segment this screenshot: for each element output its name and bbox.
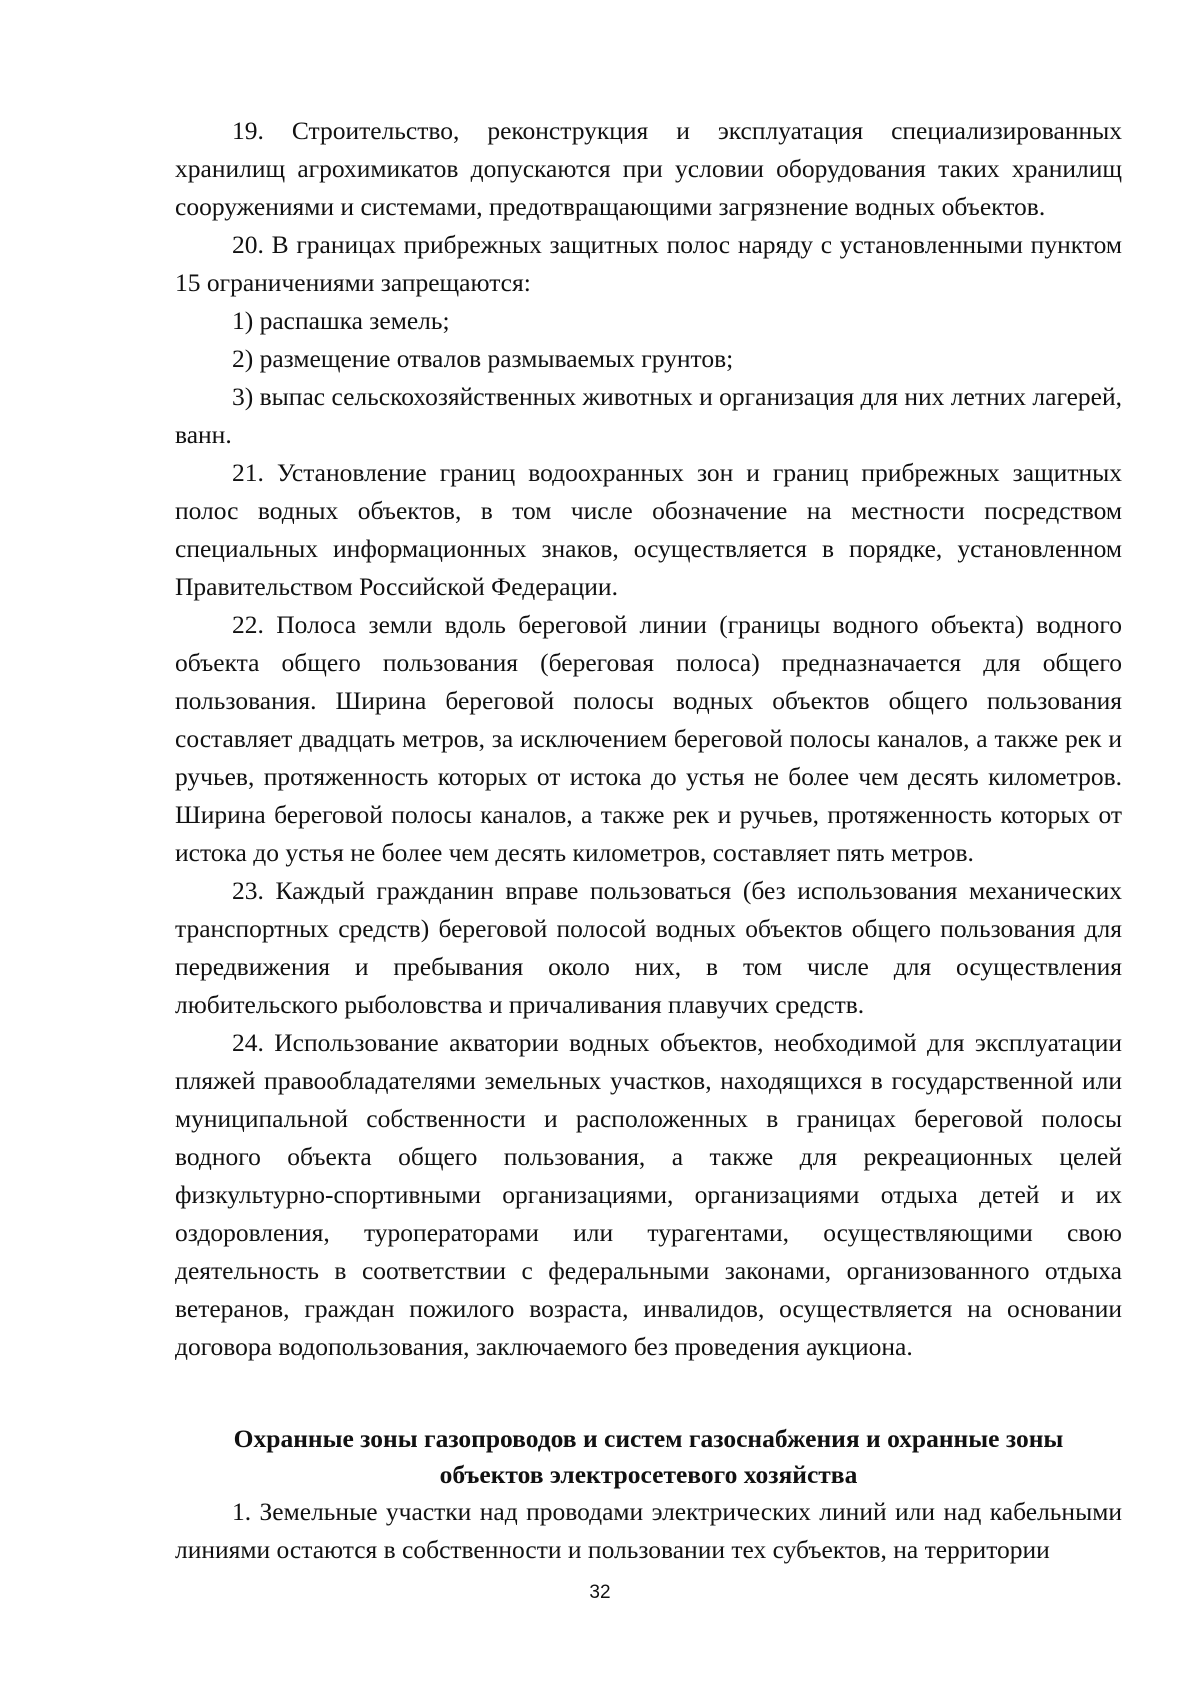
- paragraph-19: 19. Строительство, реконструкция и эксплуатация специализированных хранилищ агрохимикатов допускаются при условии оборудования таких хранилищ сооружениями и системами, предотвращающими загрязнение водных объектов.: [175, 116, 1122, 221]
- page-number: 32: [589, 1582, 611, 1603]
- section-heading: [175, 1421, 1122, 1493]
- paragraph-24: 24. Использование акватории водных объектов, необходимой для эксплуатации пляжей правообладателями земельных участков, находящихся в государственной или муниципальной собственности и расположенных в границах береговой полосы водного объекта общего пользования, а также для рекреационных целей физкультурно-спортивными организациями, организациями отдыха детей и их оздоровления, туроператорами или турагентами, осуществляющими свою деятельность в соответствии с федеральными законами, организованного отдыха ветеранов, граждан пожилого возраста, инвалидов, осуществляется на основании договора водопользования, заключаемого без проведения аукциона.: [175, 1028, 1122, 1361]
- list-item-2: 2) размещение отвалов размываемых грунтов;: [232, 344, 734, 373]
- paragraph-21: 21. Установление границ водоохранных зон и границ прибрежных защитных полос водных объектов, в том числе обозначение на местности посредством специальных информационных знаков, осуществляется в порядке, установленном Правительством Российской Федерации.: [175, 458, 1122, 601]
- section-heading-line-2: объектов электросетевого хозяйства: [439, 1460, 858, 1489]
- paragraph-section-1: 1. Земельные участки над проводами электрических линий или над кабельными линиями остаются в собственности и пользовании тех субъектов, на территории: [175, 1497, 1122, 1564]
- paragraph-20: 20. В границах прибрежных защитных полос наряду с установленными пунктом 15 ограничениями запрещаются:: [175, 230, 1122, 297]
- paragraph-22: 22. Полоса земли вдоль береговой линии (границы водного объекта) водного объекта общего пользования (береговая полоса) предназначается для общего пользования. Ширина береговой полосы водных объектов общего пользования составляет двадцать метров, за исключением береговой полосы каналов, а также рек и ручьев, протяженность которых от истока до устья не более чем десять километров. Ширина береговой полосы каналов, а также рек и ручьев, протяженность которых от истока до устья не более чем десять километров, составляет пять метров.: [175, 610, 1122, 867]
- document-page: [175, 112, 1122, 1569]
- list-item-3: 3) выпас сельскохозяйственных животных и организация для них летних лагерей, ванн.: [175, 382, 1122, 449]
- list-item-1: 1) распашка земель;: [232, 306, 450, 335]
- paragraph-23: 23. Каждый гражданин вправе пользоваться (без использования механических транспортных средств) береговой полосой водных объектов общего пользования для передвижения и пребывания около них, в том числе для осуществления любительского рыболовства и причаливания плавучих средств.: [175, 876, 1122, 1019]
- section-heading-line-1: Охранные зоны газопроводов и систем газоснабжения и охранные зоны: [233, 1424, 1064, 1453]
